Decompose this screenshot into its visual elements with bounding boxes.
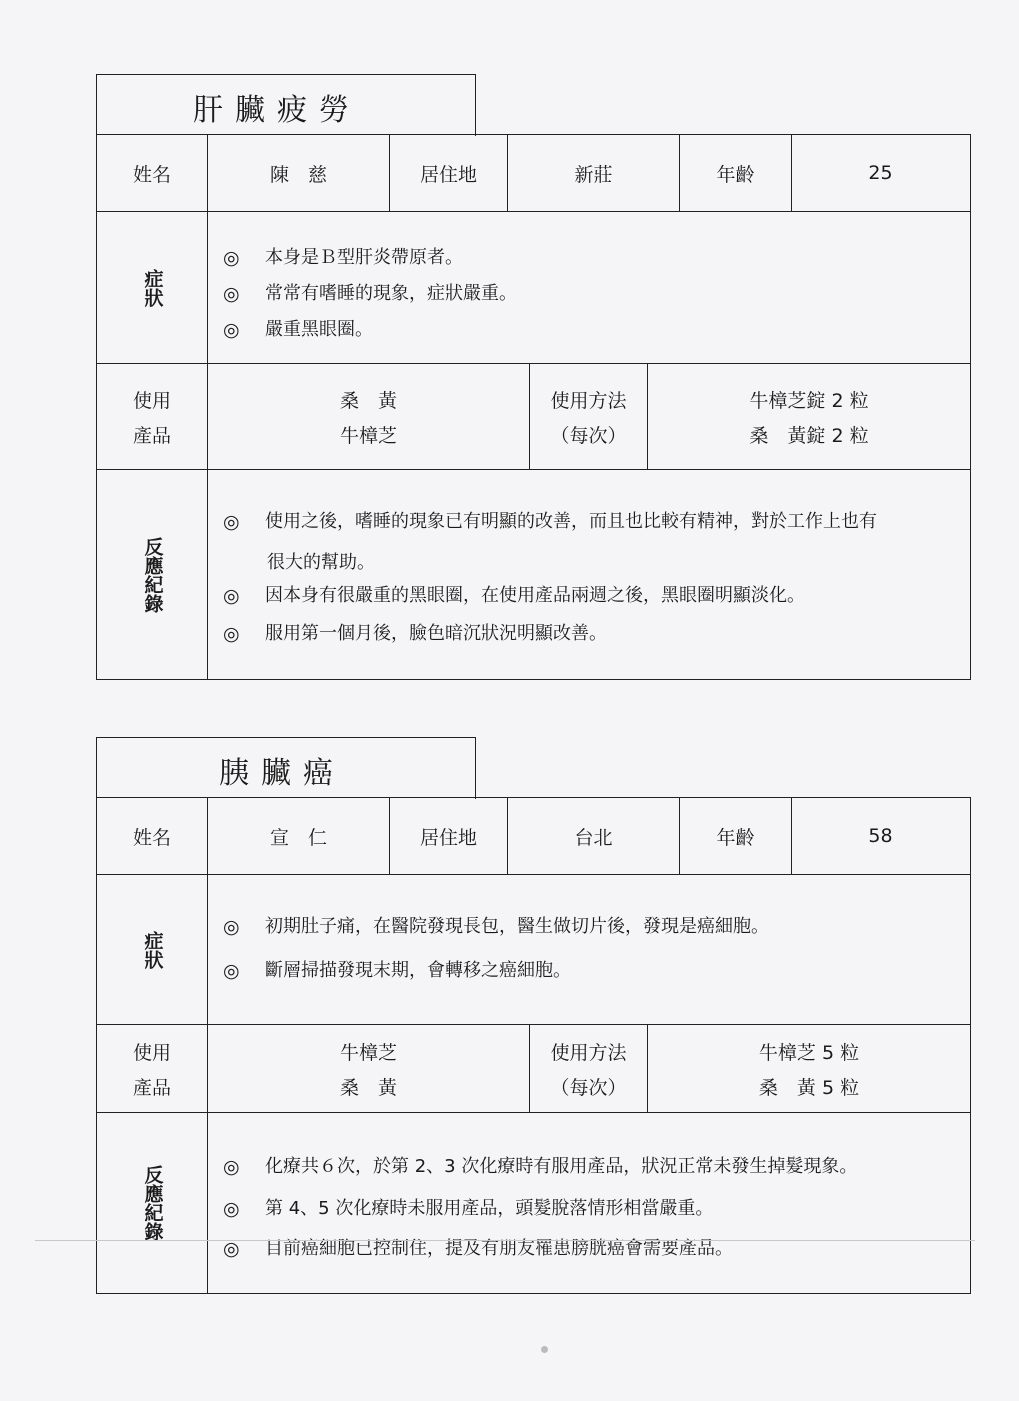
dosage-list: 牛樟芝錠 2 粒 桑 黃錠 2 粒	[749, 389, 869, 447]
feedback-row	[97, 1112, 970, 1293]
method-label: 使用方法 （每次）	[550, 1041, 627, 1099]
age-label: 年齡	[679, 798, 791, 874]
residence-value: 台北	[507, 798, 679, 874]
product-list: 桑 黃 牛樟芝	[339, 389, 397, 447]
scan-speck	[541, 1346, 548, 1353]
symptom-item: ◎ 嚴重黑眼圈。	[223, 319, 373, 341]
symptom-item: ◎ 初期肚子痛，在醫院發現長包，醫生做切片後，發現是癌細胞。	[223, 916, 769, 938]
feedback-item: ◎ 使用之後，嗜睡的現象已有明顯的改善，而且也比較有精神，對於工作上也有	[223, 511, 877, 533]
residence-value: 新莊	[507, 135, 679, 211]
symptoms-row	[97, 874, 970, 1024]
feedback-item: ◎ 服用第一個月後，臉色暗沉狀況明顯改善。	[223, 623, 607, 645]
feedback-item-continued: 很大的幫助。	[267, 552, 375, 573]
scan-artifact-line	[35, 1240, 975, 1241]
symptoms-label: 症狀	[141, 268, 164, 307]
residence-label: 居住地	[389, 798, 507, 874]
feedback-row	[97, 469, 970, 679]
product-row	[97, 363, 970, 469]
name-value: 陳 慈	[207, 135, 389, 211]
product-label: 使用 產品	[132, 389, 171, 447]
age-value: 58	[791, 798, 969, 874]
case-table	[96, 797, 971, 1294]
feedback-item: ◎ 目前癌細胞已控制住，提及有朋友罹患膀胱癌會需要產品。	[223, 1238, 733, 1260]
residence-label: 居住地	[389, 135, 507, 211]
feedback-label: 反應紀錄	[141, 1165, 164, 1241]
age-value: 25	[791, 135, 969, 211]
case-title: 胰臟癌	[219, 756, 345, 791]
age-label: 年齡	[679, 135, 791, 211]
symptom-item: ◎ 本身是Ｂ型肝炎帶原者。	[223, 247, 463, 269]
name-label: 姓名	[132, 826, 171, 849]
case-title-box	[96, 74, 476, 136]
info-row	[97, 135, 970, 211]
symptom-item: ◎ 斷層掃描發現末期，會轉移之癌細胞。	[223, 960, 571, 982]
symptoms-label: 症狀	[141, 930, 164, 969]
name-value: 宣 仁	[207, 798, 389, 874]
feedback-label: 反應紀錄	[141, 536, 164, 613]
feedback-item: ◎ 因本身有很嚴重的黑眼圈，在使用產品兩週之後，黑眼圈明顯淡化。	[223, 585, 805, 607]
product-label: 使用 產品	[132, 1041, 171, 1099]
name-label: 姓名	[132, 163, 171, 186]
symptoms-row	[97, 211, 970, 363]
feedback-item: ◎ 第 4、5 次化療時未服用產品，頭髮脫落情形相當嚴重。	[223, 1198, 714, 1220]
product-row	[97, 1024, 970, 1112]
symptom-item: ◎ 常常有嗜睡的現象，症狀嚴重。	[223, 283, 517, 305]
method-label: 使用方法 （每次）	[550, 389, 627, 447]
info-row	[97, 798, 970, 874]
feedback-item: ◎ 化療共６次，於第 2、3 次化療時有服用產品，狀況正常未發生掉髮現象。	[223, 1156, 858, 1178]
dosage-list: 牛樟芝 5 粒 桑 黃 5 粒	[758, 1041, 860, 1099]
case-title: 肝臟疲勞	[193, 93, 361, 128]
case-title-box	[96, 737, 476, 799]
product-list: 牛樟芝 桑 黃	[339, 1041, 397, 1099]
case-table	[96, 134, 971, 680]
